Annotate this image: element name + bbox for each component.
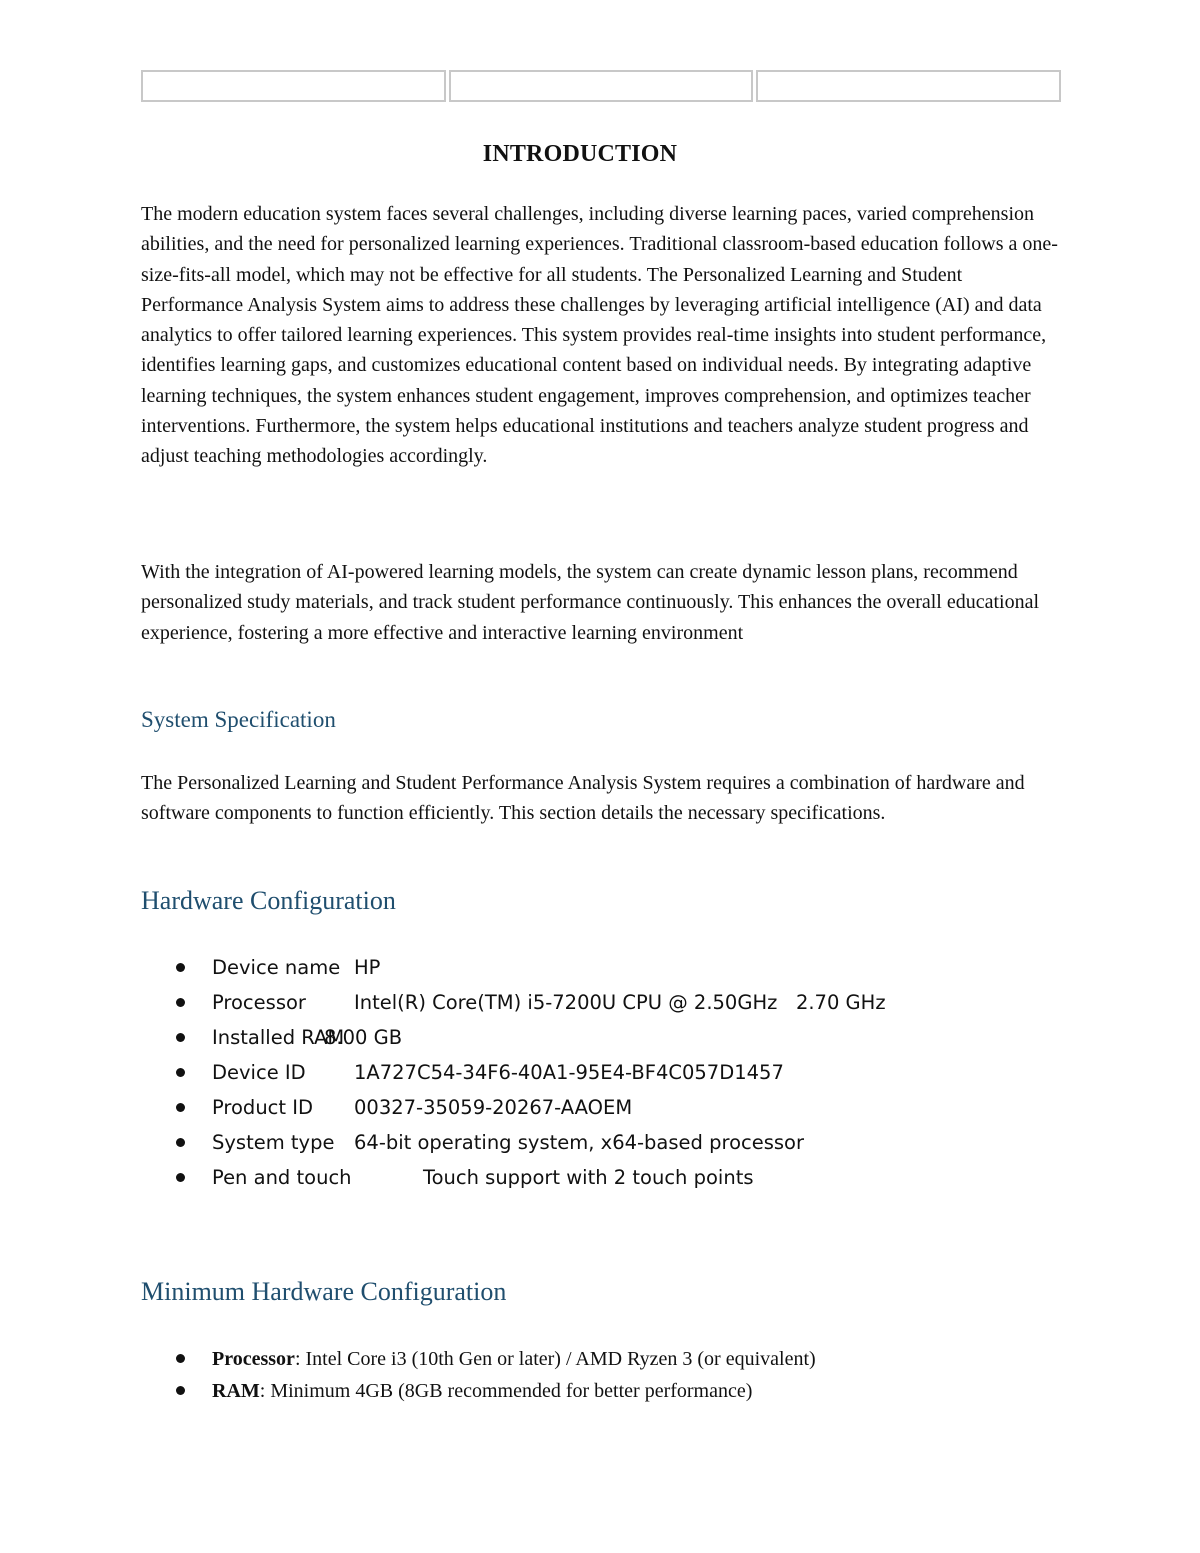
spec-label: Installed RAM bbox=[212, 1026, 345, 1049]
min-spec-text bbox=[212, 1343, 816, 1375]
header-table bbox=[141, 70, 1061, 102]
spec-label: System type bbox=[212, 1131, 335, 1154]
spec-value: HP bbox=[354, 956, 381, 979]
bullet-icon bbox=[176, 1173, 185, 1182]
intro-paragraph: With the integration of AI-powered learning models, the system can create dynamic lesson plans, recommend personalized study materials, and track student performance continuously. This enhances the overall educational experience, fostering a more effective and interactive learning environment bbox=[141, 561, 1040, 644]
min-spec-value: : Minimum 4GB (8GB recommended for better performance) bbox=[259, 1380, 753, 1402]
spec-value: 00327-35059-20267-AAOEM bbox=[354, 1096, 633, 1119]
spec-label: Product ID bbox=[212, 1096, 314, 1119]
spec-value: Touch support with 2 touch points bbox=[423, 1166, 754, 1189]
min-spec-label: Processor bbox=[212, 1348, 295, 1370]
page-title: INTRODUCTION bbox=[482, 141, 678, 167]
min-spec-text bbox=[212, 1375, 752, 1407]
bullet-icon bbox=[176, 1068, 185, 1077]
bullet-icon bbox=[176, 1033, 185, 1042]
spec-label: Device ID bbox=[212, 1061, 306, 1084]
bullet-icon bbox=[176, 963, 185, 972]
bullet-icon bbox=[176, 1354, 185, 1363]
spec-label: Pen and touch bbox=[212, 1166, 352, 1189]
spec-label: Device name bbox=[212, 956, 341, 979]
spec-value: Intel(R) Core(TM) i5-7200U CPU @ 2.50GHz 2.70 GHz bbox=[354, 991, 886, 1014]
spec-label: Processor bbox=[212, 991, 306, 1014]
bullet-icon bbox=[176, 1386, 185, 1395]
header-table-cell bbox=[449, 70, 754, 102]
hardware-heading: Hardware Configuration bbox=[141, 886, 396, 915]
system-spec-paragraph: The Personalized Learning and Student Performance Analysis System requires a combination of hardware and software components to function efficiently. This section details the necessary specifications. bbox=[141, 772, 1025, 825]
system-spec-heading: System Specification bbox=[141, 707, 336, 732]
header-table-cell bbox=[756, 70, 1061, 102]
min-spec-label: RAM bbox=[212, 1380, 260, 1402]
min-spec-value: : Intel Core i3 (10th Gen or later) / AMD Ryzen 3 (or equivalent) bbox=[294, 1348, 816, 1370]
min-hardware-heading: Minimum Hardware Configuration bbox=[141, 1277, 507, 1306]
spec-value: 1A727C54-34F6-40A1-95E4-BF4C057D1457 bbox=[354, 1061, 784, 1084]
spec-value: 8.00 GB bbox=[324, 1026, 403, 1049]
bullet-icon bbox=[176, 1103, 185, 1112]
header-table-cell bbox=[141, 70, 446, 102]
bullet-icon bbox=[176, 998, 185, 1007]
spec-value: 64-bit operating system, x64-based processor bbox=[354, 1131, 804, 1154]
intro-paragraph: The modern education system faces several challenges, including diverse learning paces, varied comprehension abilities, and the need for personalized learning experiences. Traditional classroom-based education follows a one-size-fits-all model, which may not be effective for all students. The Personalized Learning and Student Performance Analysis System aims to address these challenges by leveraging artificial intelligence (AI) and data analytics to offer tailored learning experiences. This system provides real-time insights into student performance, identifies learning gaps, and customizes educational content based on individual needs. By integrating adaptive learning techniques, the system enhances student engagement, improves comprehension, and optimizes teacher interventions. Furthermore, the system helps educational institutions and teachers analyze student progress and adjust teaching methodologies accordingly. bbox=[141, 203, 1058, 468]
bullet-icon bbox=[176, 1138, 185, 1147]
